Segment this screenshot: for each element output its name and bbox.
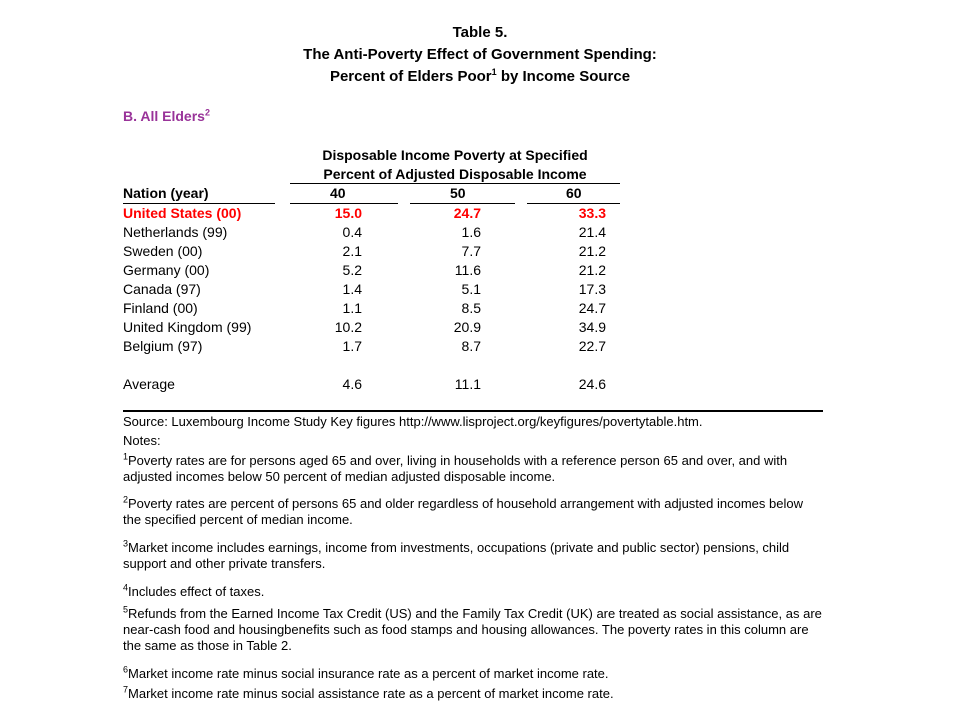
value-cell-40: 2.1 xyxy=(342,243,362,259)
table-row xyxy=(0,338,960,357)
table-row xyxy=(0,319,960,338)
footnote-5 xyxy=(123,606,823,654)
value-cell-50: 8.7 xyxy=(461,338,481,354)
table-row xyxy=(0,243,960,262)
table-row xyxy=(0,205,960,224)
value-cell-60: 33.3 xyxy=(578,205,606,221)
column-header-nation: Nation (year) xyxy=(123,185,209,201)
nation-cell: Average xyxy=(123,376,175,392)
footnote-text: Market income rate minus social assistance rate as a percent of market income rate. xyxy=(128,686,614,701)
footnote-text: Includes effect of taxes. xyxy=(128,584,265,599)
footnote-1 xyxy=(123,453,823,485)
table-row xyxy=(0,281,960,300)
table-title xyxy=(0,22,960,88)
value-cell-60: 21.2 xyxy=(578,243,606,259)
title-line-3-suffix: by Income Source xyxy=(496,68,631,85)
value-cell-50: 5.1 xyxy=(461,281,481,297)
average-row xyxy=(0,376,960,395)
notes-label: Notes: xyxy=(123,433,161,448)
value-cell-50: 11.6 xyxy=(454,262,481,278)
nation-cell: Belgium (97) xyxy=(123,338,203,354)
column-group-header-line-1: Disposable Income Poverty at Specified xyxy=(322,147,588,163)
value-cell-50: 24.7 xyxy=(453,205,481,221)
nation-cell: Germany (00) xyxy=(123,262,210,278)
value-cell-50: 20.9 xyxy=(453,319,481,335)
column-group-divider xyxy=(290,183,620,184)
table-row xyxy=(0,224,960,243)
value-cell-60: 24.6 xyxy=(578,376,606,392)
nation-cell: United Kingdom (99) xyxy=(123,319,252,335)
source-note: Source: Luxembourg Income Study Key figures http://www.lisproject.org/keyfigures/povertytable.htm. xyxy=(123,414,703,429)
value-cell-60: 21.2 xyxy=(578,262,606,278)
footnote-3 xyxy=(123,540,823,572)
footnote-marker: 4 xyxy=(123,582,129,593)
value-cell-40: 0.4 xyxy=(342,224,362,240)
column-header-60: 60 xyxy=(566,185,582,201)
title-line-3-text: Percent of Elders Poor xyxy=(329,68,492,85)
value-cell-60: 22.7 xyxy=(578,338,606,354)
footnote-text: Market income rate minus social insurance rate as a percent of market income rate. xyxy=(128,666,609,681)
section-heading-text: B. All Elders xyxy=(123,108,205,124)
footnote-text: Poverty rates are percent of persons 65 and older regardless of household arrangement with adjusted incomes below the specified percent of median income. xyxy=(123,496,803,527)
value-cell-60: 24.7 xyxy=(578,300,606,316)
value-cell-40: 15.0 xyxy=(334,205,362,221)
value-cell-50: 11.1 xyxy=(454,376,481,392)
nation-cell: Canada (97) xyxy=(123,281,201,297)
footnote-text: Refunds from the Earned Income Tax Credit (US) and the Family Tax Credit (UK) are treated as social assistance, as are near-cash food and housingbenefits such as food stamps and housing allowances. The poverty rates in this column are the same as those in Table 2. xyxy=(123,606,822,653)
nation-cell: Netherlands (99) xyxy=(123,224,228,240)
value-cell-40: 4.6 xyxy=(342,376,362,392)
nation-cell: Sweden (00) xyxy=(123,243,203,259)
column-header-50: 50 xyxy=(450,185,466,201)
value-cell-40: 1.1 xyxy=(342,300,362,316)
header-underline-40 xyxy=(290,203,398,204)
value-cell-40: 1.4 xyxy=(342,281,362,297)
value-cell-50: 7.7 xyxy=(461,243,481,259)
header-underline-50 xyxy=(410,203,515,204)
table-row xyxy=(0,262,960,281)
header-underline-60 xyxy=(527,203,620,204)
value-cell-50: 1.6 xyxy=(461,224,481,240)
footnote-text: Market income includes earnings, income from investments, occupations (private and public sector) pensions, child support and other private transfers. xyxy=(123,540,790,571)
footnote-marker: 3 xyxy=(123,538,129,549)
section-footnote-marker: 2 xyxy=(204,107,210,118)
value-cell-60: 34.9 xyxy=(578,319,606,335)
table-bottom-rule xyxy=(123,410,823,412)
footnote-marker: 1 xyxy=(123,451,129,462)
value-cell-50: 8.5 xyxy=(461,300,481,316)
column-header-40: 40 xyxy=(330,185,346,201)
nation-cell: United States (00) xyxy=(123,205,242,221)
footnote-6 xyxy=(123,666,823,682)
footnote-2 xyxy=(123,496,823,528)
title-line-3 xyxy=(0,66,960,88)
footnote-7 xyxy=(123,686,823,702)
footnote-marker: 7 xyxy=(123,684,129,695)
title-line-2: The Anti-Poverty Effect of Government Spending: xyxy=(303,46,657,63)
section-heading xyxy=(123,108,210,124)
footnote-4 xyxy=(123,584,823,600)
footnote-marker: 6 xyxy=(123,664,129,675)
header-underline-nation xyxy=(123,203,275,204)
value-cell-40: 5.2 xyxy=(342,262,362,278)
footnote-text: Poverty rates are for persons aged 65 and over, living in households with a reference person 65 and over, and with adjusted incomes below 50 percent of median adjusted disposable income. xyxy=(123,453,788,484)
title-line-1: Table 5. xyxy=(452,24,508,41)
value-cell-60: 21.4 xyxy=(578,224,606,240)
footnote-marker: 2 xyxy=(123,494,129,505)
value-cell-40: 10.2 xyxy=(334,319,362,335)
table-row xyxy=(0,300,960,319)
value-cell-40: 1.7 xyxy=(342,338,362,354)
title-footnote-marker: 1 xyxy=(491,67,497,77)
column-group-header-line-2: Percent of Adjusted Disposable Income xyxy=(323,166,587,182)
nation-cell: Finland (00) xyxy=(123,300,198,316)
footnote-marker: 5 xyxy=(123,604,129,615)
value-cell-60: 17.3 xyxy=(578,281,606,297)
